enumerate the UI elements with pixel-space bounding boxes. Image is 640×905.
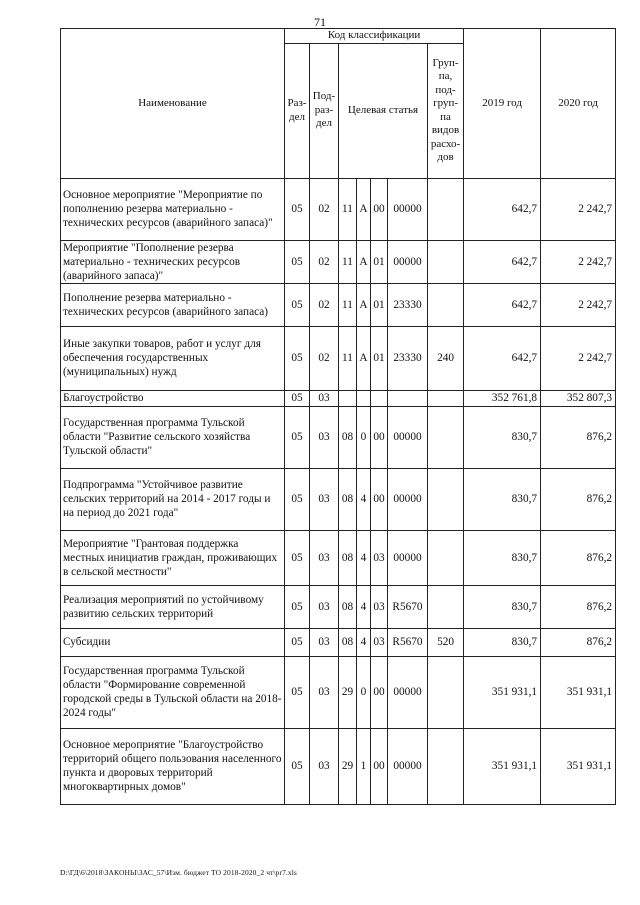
row-expense-group: 520	[428, 628, 464, 656]
row-subprogram-code: 4	[357, 468, 371, 530]
row-name: Пополнение резерва материально - технических ресурсов (аварийного запаса)	[61, 283, 285, 326]
row-direction-code: 00000	[388, 240, 428, 283]
row-expense-group	[428, 240, 464, 283]
row-subprogram-code: 4	[357, 628, 371, 656]
row-name: Мероприятие "Пополнение резерва материально - технических ресурсов (аварийного запаса)"	[61, 240, 285, 283]
row-event-code: 00	[371, 728, 388, 804]
table-row	[61, 656, 616, 728]
budget-table	[60, 28, 616, 805]
row-name: Мероприятие "Грантовая поддержка местных инициатив граждан, проживающих в сельской местности"	[61, 530, 285, 585]
row-subprogram-code: 0	[357, 656, 371, 728]
row-event-code: 03	[371, 585, 388, 628]
row-subsection: 03	[310, 468, 339, 530]
row-amount-2019: 830,7	[464, 628, 541, 656]
row-amount-2020: 876,2	[541, 530, 616, 585]
header-target-article: Целевая статья	[339, 43, 428, 178]
row-subprogram-code: А	[357, 283, 371, 326]
row-subprogram-code: А	[357, 178, 371, 240]
row-amount-2020: 2 242,7	[541, 178, 616, 240]
row-program-code: 29	[339, 728, 357, 804]
table-row	[61, 468, 616, 530]
row-event-code: 01	[371, 240, 388, 283]
row-amount-2020: 2 242,7	[541, 283, 616, 326]
row-subprogram-code: 0	[357, 406, 371, 468]
row-section: 05	[285, 240, 310, 283]
row-amount-2019: 642,7	[464, 178, 541, 240]
table-row	[61, 728, 616, 804]
header-name: Наименование	[61, 29, 285, 179]
row-program-code: 11	[339, 240, 357, 283]
table-row	[61, 326, 616, 390]
header-classification: Код классификации	[285, 29, 464, 44]
header-year-2020: 2020 год	[541, 29, 616, 179]
row-program-code: 11	[339, 326, 357, 390]
row-direction-code: R5670	[388, 585, 428, 628]
row-section: 05	[285, 326, 310, 390]
row-expense-group	[428, 656, 464, 728]
table-row	[61, 406, 616, 468]
header-expense-group: Груп-па, под-груп-па видов расхо-дов	[428, 43, 464, 178]
row-section: 05	[285, 390, 310, 406]
row-direction-code: 00000	[388, 656, 428, 728]
row-program-code: 08	[339, 628, 357, 656]
row-program-code: 08	[339, 468, 357, 530]
row-amount-2020: 351 931,1	[541, 728, 616, 804]
row-expense-group	[428, 530, 464, 585]
row-event-code: 03	[371, 628, 388, 656]
row-subprogram-code: 1	[357, 728, 371, 804]
row-direction-code: 00000	[388, 178, 428, 240]
row-section: 05	[285, 585, 310, 628]
row-event-code: 00	[371, 178, 388, 240]
row-expense-group	[428, 390, 464, 406]
row-subsection: 03	[310, 585, 339, 628]
row-amount-2020: 2 242,7	[541, 240, 616, 283]
row-name: Основное мероприятие "Мероприятие по пополнению резерва материально - технических ресурсов (аварийного запаса)"	[61, 178, 285, 240]
row-subsection: 03	[310, 406, 339, 468]
row-expense-group	[428, 283, 464, 326]
row-direction-code: 00000	[388, 728, 428, 804]
row-amount-2020: 876,2	[541, 585, 616, 628]
row-subsection: 03	[310, 390, 339, 406]
row-event-code: 00	[371, 656, 388, 728]
row-subsection: 03	[310, 628, 339, 656]
row-event-code: 00	[371, 406, 388, 468]
row-name: Подпрограмма "Устойчивое развитие сельских территорий на 2014 - 2017 годы и на период до 2021 года"	[61, 468, 285, 530]
page-number: 71	[314, 15, 326, 29]
header-subsection: Под-раз-дел	[310, 43, 339, 178]
row-section: 05	[285, 178, 310, 240]
row-event-code: 00	[371, 468, 388, 530]
row-subprogram-code: 4	[357, 585, 371, 628]
row-subprogram-code	[357, 390, 371, 406]
row-expense-group	[428, 406, 464, 468]
row-expense-group	[428, 585, 464, 628]
table-row	[61, 283, 616, 326]
row-expense-group	[428, 468, 464, 530]
row-amount-2019: 830,7	[464, 468, 541, 530]
row-subsection: 03	[310, 656, 339, 728]
row-subsection: 02	[310, 283, 339, 326]
row-section: 05	[285, 656, 310, 728]
row-amount-2019: 351 931,1	[464, 656, 541, 728]
row-amount-2019: 642,7	[464, 326, 541, 390]
row-event-code: 01	[371, 283, 388, 326]
table-row	[61, 530, 616, 585]
row-section: 05	[285, 406, 310, 468]
row-program-code: 11	[339, 283, 357, 326]
row-name: Благоустройство	[61, 390, 285, 406]
row-amount-2020: 876,2	[541, 468, 616, 530]
row-amount-2019: 351 931,1	[464, 728, 541, 804]
row-subsection: 03	[310, 728, 339, 804]
row-name: Государственная программа Тульской области "Развитие сельского хозяйства Тульской области"	[61, 406, 285, 468]
row-amount-2019: 352 761,8	[464, 390, 541, 406]
row-direction-code: 23330	[388, 283, 428, 326]
row-direction-code: 00000	[388, 530, 428, 585]
row-direction-code: 00000	[388, 468, 428, 530]
row-subprogram-code: 4	[357, 530, 371, 585]
header-year-2019: 2019 год	[464, 29, 541, 179]
row-section: 05	[285, 530, 310, 585]
row-amount-2019: 830,7	[464, 530, 541, 585]
row-subprogram-code: А	[357, 240, 371, 283]
row-expense-group: 240	[428, 326, 464, 390]
table-row	[61, 240, 616, 283]
row-program-code: 08	[339, 530, 357, 585]
row-program-code: 11	[339, 178, 357, 240]
row-subsection: 02	[310, 178, 339, 240]
file-path-footer: D:\ГД\6\2018\ЗАКОНЫ\ЗАС_57\Изм. бюджет ТО 2018-2020_2 чт\pr7.xls	[60, 868, 297, 877]
row-subsection: 03	[310, 530, 339, 585]
row-section: 05	[285, 728, 310, 804]
row-subsection: 02	[310, 326, 339, 390]
row-direction-code: R5670	[388, 628, 428, 656]
row-amount-2019: 642,7	[464, 240, 541, 283]
row-amount-2019: 830,7	[464, 406, 541, 468]
row-event-code: 01	[371, 326, 388, 390]
row-program-code: 08	[339, 585, 357, 628]
table-row	[61, 178, 616, 240]
table-row	[61, 390, 616, 406]
row-amount-2020: 352 807,3	[541, 390, 616, 406]
row-name: Основное мероприятие "Благоустройство территорий общего пользования населенного пункта и дворовых территорий многоквартирных домов"	[61, 728, 285, 804]
row-amount-2020: 351 931,1	[541, 656, 616, 728]
row-amount-2019: 642,7	[464, 283, 541, 326]
row-event-code: 03	[371, 530, 388, 585]
row-direction-code: 23330	[388, 326, 428, 390]
row-section: 05	[285, 468, 310, 530]
row-direction-code	[388, 390, 428, 406]
row-amount-2020: 876,2	[541, 628, 616, 656]
row-section: 05	[285, 628, 310, 656]
row-amount-2020: 876,2	[541, 406, 616, 468]
row-amount-2020: 2 242,7	[541, 326, 616, 390]
row-expense-group	[428, 178, 464, 240]
row-subprogram-code: А	[357, 326, 371, 390]
row-name: Государственная программа Тульской области "Формирование современной городской среды в Тульской области на 2018-2024 годы"	[61, 656, 285, 728]
header-section: Раз-дел	[285, 43, 310, 178]
row-name: Реализация мероприятий по устойчивому развитию сельских территорий	[61, 585, 285, 628]
row-program-code: 29	[339, 656, 357, 728]
row-section: 05	[285, 283, 310, 326]
row-name: Субсидии	[61, 628, 285, 656]
row-name: Иные закупки товаров, работ и услуг для обеспечения государственных (муниципальных) нужд	[61, 326, 285, 390]
row-event-code	[371, 390, 388, 406]
row-direction-code: 00000	[388, 406, 428, 468]
row-amount-2019: 830,7	[464, 585, 541, 628]
table-row	[61, 585, 616, 628]
row-subsection: 02	[310, 240, 339, 283]
row-program-code: 08	[339, 406, 357, 468]
row-expense-group	[428, 728, 464, 804]
row-program-code	[339, 390, 357, 406]
table-row	[61, 628, 616, 656]
